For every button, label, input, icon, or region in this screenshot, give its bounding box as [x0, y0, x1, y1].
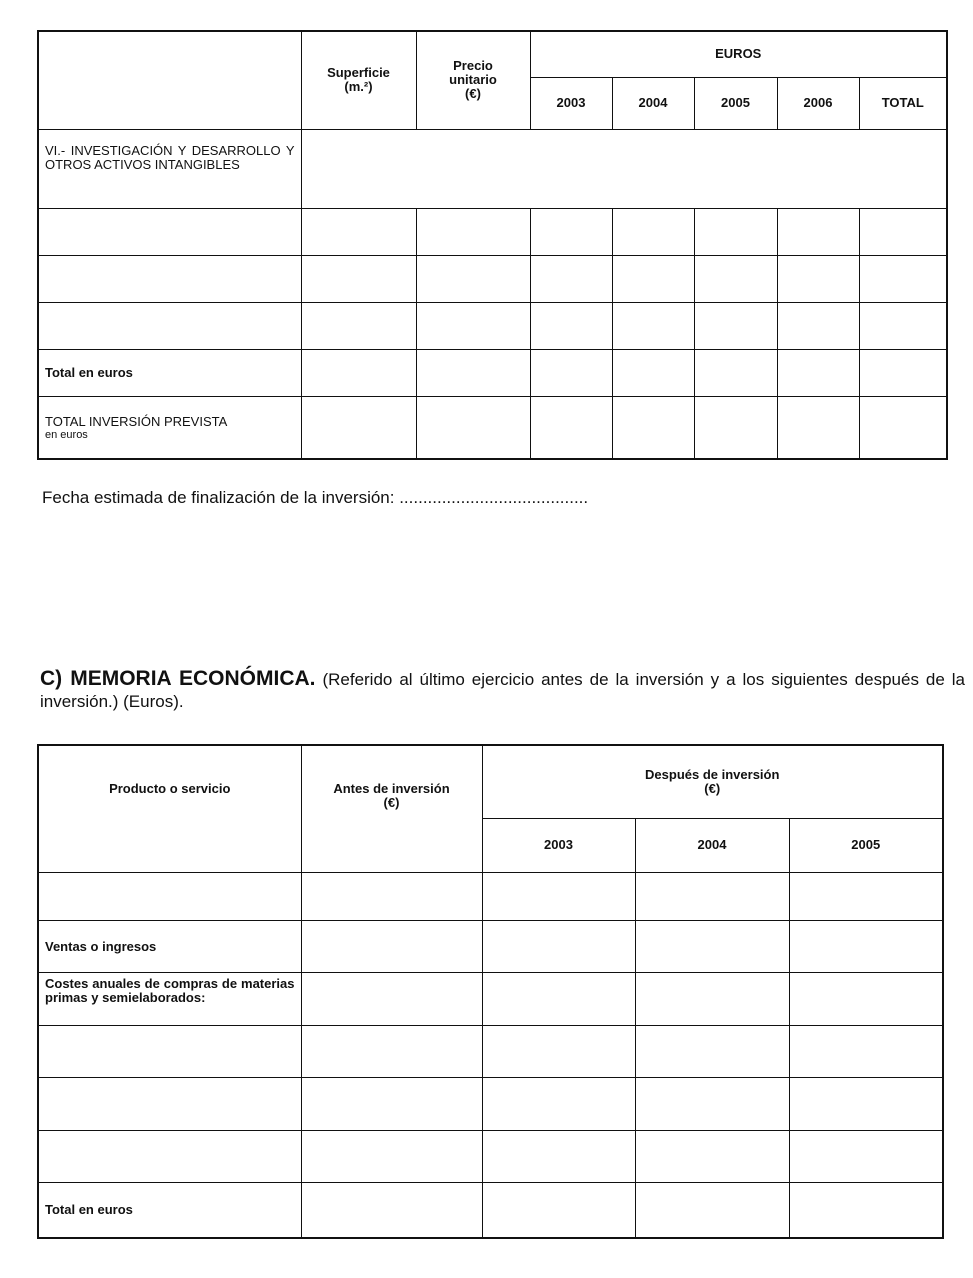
- data-cell[interactable]: [694, 396, 777, 459]
- data-cell[interactable]: [777, 208, 859, 255]
- section-c-title: C) MEMORIA ECONÓMICA.: [40, 667, 316, 690]
- euros-header: EUROS: [530, 31, 947, 77]
- data-cell[interactable]: [789, 1077, 943, 1130]
- year-2005-header: 2005: [694, 77, 777, 129]
- label-cell[interactable]: [38, 1077, 301, 1130]
- data-cell[interactable]: [301, 1077, 482, 1130]
- year-2005-header: 2005: [789, 818, 943, 872]
- data-cell[interactable]: [301, 920, 482, 972]
- data-cell[interactable]: [301, 872, 482, 920]
- data-cell[interactable]: [301, 255, 416, 302]
- data-cell[interactable]: [612, 349, 694, 396]
- data-cell[interactable]: [301, 1130, 482, 1182]
- section-vi-label: VI.- INVESTIGACIÓN Y DESARROLLO Y OTROS ACTIVOS INTANGIBLES: [38, 129, 301, 208]
- label-cell[interactable]: [38, 1025, 301, 1077]
- data-cell[interactable]: [777, 349, 859, 396]
- data-cell[interactable]: [612, 302, 694, 349]
- year-2004-header: 2004: [635, 818, 789, 872]
- year-2004-header: 2004: [612, 77, 694, 129]
- section-vi-span-cell: [301, 129, 947, 208]
- year-2003-header: 2003: [530, 77, 612, 129]
- data-cell[interactable]: [482, 972, 635, 1025]
- data-cell[interactable]: [301, 1182, 482, 1238]
- label-cell[interactable]: [38, 302, 301, 349]
- data-cell[interactable]: [482, 920, 635, 972]
- data-cell[interactable]: [482, 1025, 635, 1077]
- total-inversion-row: [38, 396, 947, 459]
- section-c-text: (Referido al último ejercicio antes de la inversión y a los siguientes después de la inversión.) (Euros).: [40, 670, 966, 711]
- data-cell[interactable]: [530, 208, 612, 255]
- data-cell[interactable]: [789, 1025, 943, 1077]
- header-blank-cell: [38, 31, 301, 129]
- total-euros-label: Total en euros: [38, 1182, 301, 1238]
- section-c-intro: [40, 668, 965, 713]
- data-cell[interactable]: [789, 972, 943, 1025]
- data-cell[interactable]: [416, 302, 530, 349]
- fecha-estimada-note: Fecha estimada de finalización de la inversión: ........................................: [42, 488, 589, 507]
- data-cell[interactable]: [530, 396, 612, 459]
- data-cell[interactable]: [694, 302, 777, 349]
- antes-inversion-header: Antes de inversión (€): [301, 745, 482, 872]
- data-cell[interactable]: [859, 302, 947, 349]
- producto-servicio-header: Producto o servicio: [38, 745, 301, 872]
- total-euros-row: [38, 349, 947, 396]
- data-cell[interactable]: [482, 1182, 635, 1238]
- data-cell[interactable]: [301, 208, 416, 255]
- data-cell[interactable]: [777, 396, 859, 459]
- table-row: [38, 1130, 943, 1182]
- costes-label: Costes anuales de compras de materias primas y semielaborados:: [38, 972, 301, 1025]
- table-row: [38, 255, 947, 302]
- data-cell[interactable]: [530, 302, 612, 349]
- costes-row: [38, 972, 943, 1025]
- data-cell[interactable]: [777, 302, 859, 349]
- data-cell[interactable]: [301, 972, 482, 1025]
- data-cell[interactable]: [635, 1182, 789, 1238]
- total-euros-label: Total en euros: [38, 349, 301, 396]
- data-cell[interactable]: [694, 349, 777, 396]
- ventas-label: Ventas o ingresos: [38, 920, 301, 972]
- data-cell[interactable]: [789, 872, 943, 920]
- total-euros-row: [38, 1182, 943, 1238]
- precio-unitario-header: Precio unitario (€): [416, 31, 530, 129]
- ventas-row: [38, 920, 943, 972]
- year-2006-header: 2006: [777, 77, 859, 129]
- data-cell[interactable]: [612, 396, 694, 459]
- data-cell[interactable]: [635, 1025, 789, 1077]
- data-cell[interactable]: [859, 396, 947, 459]
- data-cell[interactable]: [635, 920, 789, 972]
- total-header: TOTAL: [859, 77, 947, 129]
- table-row: [38, 1025, 943, 1077]
- data-cell[interactable]: [301, 302, 416, 349]
- memoria-economica-table: [37, 744, 944, 1239]
- table-row: [38, 302, 947, 349]
- year-2003-header: 2003: [482, 818, 635, 872]
- data-cell[interactable]: [482, 1130, 635, 1182]
- data-cell[interactable]: [482, 872, 635, 920]
- data-cell[interactable]: [635, 872, 789, 920]
- data-cell[interactable]: [482, 1077, 635, 1130]
- data-cell[interactable]: [859, 349, 947, 396]
- data-cell[interactable]: [416, 396, 530, 459]
- table-row: [38, 872, 943, 920]
- data-cell[interactable]: [859, 255, 947, 302]
- label-cell[interactable]: [38, 255, 301, 302]
- data-cell[interactable]: [416, 255, 530, 302]
- data-cell[interactable]: [789, 1130, 943, 1182]
- data-cell[interactable]: [301, 396, 416, 459]
- data-cell[interactable]: [301, 1025, 482, 1077]
- label-cell[interactable]: [38, 872, 301, 920]
- data-cell[interactable]: [694, 208, 777, 255]
- data-cell[interactable]: [694, 255, 777, 302]
- data-cell[interactable]: [530, 349, 612, 396]
- data-cell[interactable]: [635, 972, 789, 1025]
- superficie-header: Superficie (m.²): [301, 31, 416, 129]
- data-cell[interactable]: [612, 208, 694, 255]
- data-cell[interactable]: [416, 349, 530, 396]
- data-cell[interactable]: [635, 1130, 789, 1182]
- despues-inversion-header: Después de inversión (€): [482, 745, 943, 818]
- table-row: [38, 1077, 943, 1130]
- label-cell[interactable]: [38, 1130, 301, 1182]
- data-cell[interactable]: [789, 920, 943, 972]
- data-cell[interactable]: [777, 255, 859, 302]
- total-inversion-label: TOTAL INVERSIÓN PREVISTA en euros: [38, 396, 301, 459]
- data-cell[interactable]: [859, 208, 947, 255]
- data-cell[interactable]: [301, 349, 416, 396]
- data-cell[interactable]: [789, 1182, 943, 1238]
- table-row: [38, 208, 947, 255]
- data-cell[interactable]: [530, 255, 612, 302]
- data-cell[interactable]: [416, 208, 530, 255]
- investment-table: [37, 30, 948, 460]
- data-cell[interactable]: [635, 1077, 789, 1130]
- label-cell[interactable]: [38, 208, 301, 255]
- data-cell[interactable]: [612, 255, 694, 302]
